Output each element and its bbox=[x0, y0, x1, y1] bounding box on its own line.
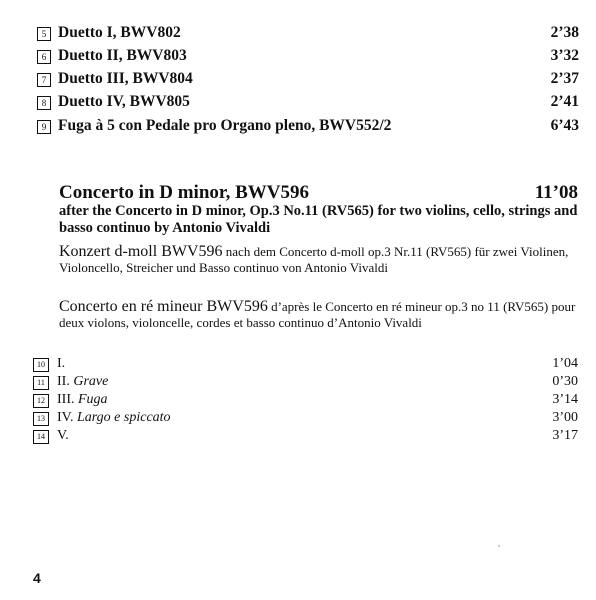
track-title: Duetto III, BWV804 bbox=[58, 70, 193, 87]
track-number: 14 bbox=[33, 430, 49, 444]
track-number: 7 bbox=[37, 73, 51, 87]
movement-title bbox=[57, 428, 69, 444]
movement-tempo: Fuga bbox=[78, 392, 108, 407]
concerto-description-de bbox=[59, 244, 589, 276]
track-duration: 2’41 bbox=[550, 93, 579, 110]
fr-title: Concerto en ré mineur BWV596 bbox=[59, 298, 268, 315]
movement-numeral: I. bbox=[57, 356, 66, 371]
track-number: 9 bbox=[37, 120, 51, 134]
movement-duration: 3’00 bbox=[552, 410, 578, 425]
track-number: 5 bbox=[37, 27, 51, 41]
track-title: Duetto IV, BWV805 bbox=[58, 93, 190, 110]
movement-title bbox=[57, 356, 65, 372]
track-title: Duetto II, BWV803 bbox=[58, 47, 187, 64]
fr-text: d’après le Concerto en ré mineur op.3 no 11 (RV565) pour deux violons, violoncelle, cordes et basso continuo d’Antonio Vivaldi bbox=[59, 299, 576, 330]
movement-duration: 0’30 bbox=[552, 374, 578, 389]
movement-duration: 1’04 bbox=[552, 356, 578, 371]
movement-row bbox=[33, 374, 578, 392]
concerto-subtitle: after the Concerto in D minor, Op.3 No.11 (RV565) for two violins, cello, strings and basso continuo by Antonio Vivaldi bbox=[59, 203, 578, 236]
de-text: nach dem Concerto d-moll op.3 Nr.11 (RV565) für zwei Violinen, Violoncello, Streicher und Basso continuo von Antonio Vivaldi bbox=[59, 244, 569, 275]
track-row bbox=[37, 93, 579, 115]
track-row bbox=[37, 117, 579, 139]
track-number: 8 bbox=[37, 96, 51, 110]
concerto-title: Concerto in D minor, BWV596 bbox=[59, 182, 309, 203]
track-row bbox=[37, 24, 579, 46]
track-number: 11 bbox=[33, 376, 49, 390]
track-title: Fuga à 5 con Pedale pro Organo pleno, BWV552/2 bbox=[58, 117, 392, 134]
movement-row bbox=[33, 356, 578, 374]
movement-numeral: IV. bbox=[57, 410, 74, 425]
movement-tempo: Largo e spiccato bbox=[76, 410, 171, 425]
de-title: Konzert d-moll BWV596 bbox=[59, 243, 223, 260]
track-number: 6 bbox=[37, 50, 51, 64]
movement-title bbox=[57, 410, 171, 426]
concerto-description-fr bbox=[59, 299, 589, 331]
movement-row bbox=[33, 428, 578, 446]
track-number: 12 bbox=[33, 394, 49, 408]
track-duration: 2’38 bbox=[550, 24, 579, 41]
concerto-duration: 11’08 bbox=[534, 182, 578, 203]
movement-tempo: Grave bbox=[73, 374, 109, 389]
movement-row bbox=[33, 410, 578, 428]
track-number: 10 bbox=[33, 358, 49, 372]
track-duration: 3’32 bbox=[550, 47, 579, 64]
movement-row bbox=[33, 392, 578, 410]
movement-title bbox=[57, 374, 108, 390]
track-duration: 6’43 bbox=[550, 117, 579, 134]
track-duration: 2’37 bbox=[550, 70, 579, 87]
track-title: Duetto I, BWV802 bbox=[58, 24, 181, 41]
movement-numeral: II. bbox=[57, 374, 70, 389]
movement-duration: 3’17 bbox=[552, 428, 578, 443]
movement-numeral: III. bbox=[57, 392, 75, 407]
track-row bbox=[37, 70, 579, 92]
track-number: 13 bbox=[33, 412, 49, 426]
movement-numeral: V. bbox=[57, 428, 69, 443]
page-number: 4 bbox=[33, 570, 41, 586]
speck-mark bbox=[498, 545, 500, 547]
movement-duration: 3’14 bbox=[552, 392, 578, 407]
track-row bbox=[37, 47, 579, 69]
movement-title bbox=[57, 392, 108, 408]
